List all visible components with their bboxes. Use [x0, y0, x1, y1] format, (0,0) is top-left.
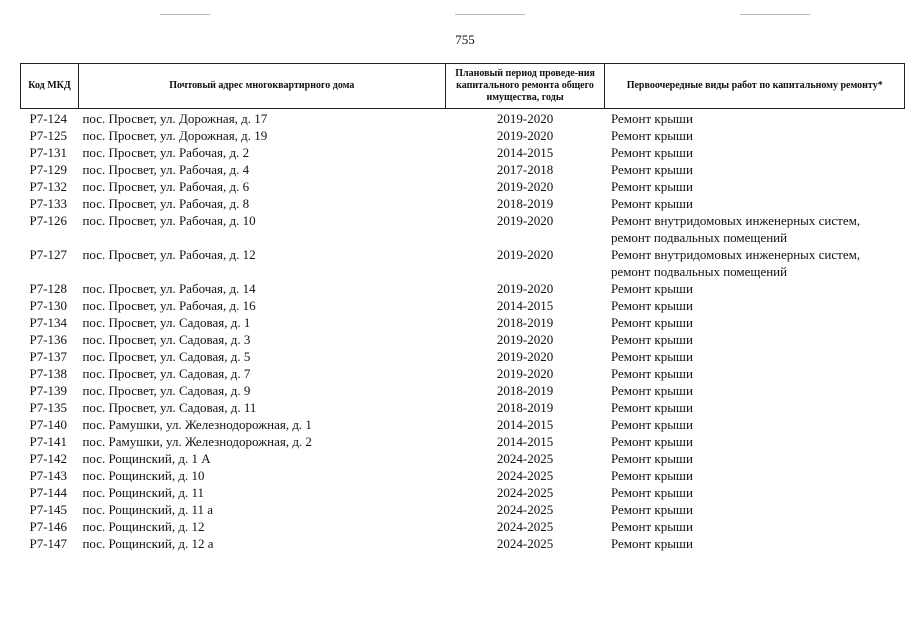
cell-period: 2024-2025 [496, 485, 554, 500]
cell-code: Р7-143 [29, 468, 68, 483]
cell-address: пос. Рощинский, д. 1 А [82, 451, 211, 466]
cell-works: Ремонт крыши [610, 451, 693, 466]
table-row [21, 518, 905, 535]
cell-works: Ремонт крыши [610, 383, 693, 398]
cell-works: Ремонт крыши [610, 417, 693, 432]
cell-works: Ремонт крыши [610, 536, 693, 551]
cell-address: пос. Просвет, ул. Садовая, д. 5 [82, 349, 251, 364]
cell-code: Р7-127 [29, 247, 68, 262]
cell-address: пос. Просвет, ул. Садовая, д. 11 [82, 400, 257, 415]
cell-period: 2019-2020 [496, 111, 554, 126]
cell-works: Ремонт крыши [610, 485, 693, 500]
table-row [21, 280, 905, 297]
table-row [21, 365, 905, 382]
cell-period: 2024-2025 [496, 451, 554, 466]
table-row [21, 314, 905, 331]
cell-period: 2019-2020 [496, 213, 554, 228]
cell-works: Ремонт крыши [610, 519, 693, 534]
cell-works: Ремонт крыши [610, 468, 693, 483]
cell-code: Р7-139 [29, 383, 68, 398]
cell-code: Р7-142 [29, 451, 68, 466]
cell-address: пос. Просвет, ул. Рабочая, д. 16 [82, 298, 256, 313]
cell-code: Р7-141 [29, 434, 68, 449]
table-row [21, 109, 905, 128]
cell-period: 2018-2019 [496, 400, 554, 415]
table-row [21, 535, 905, 552]
table-row [21, 348, 905, 365]
cell-period: 2024-2025 [496, 536, 554, 551]
table-row [21, 212, 905, 246]
cell-period: 2019-2020 [496, 128, 554, 143]
cell-code: Р7-132 [29, 179, 68, 194]
cell-works: Ремонт крыши [610, 298, 693, 313]
cell-code: Р7-145 [29, 502, 68, 517]
table-row [21, 161, 905, 178]
cell-address: пос. Просвет, ул. Дорожная, д. 19 [82, 128, 268, 143]
scan-artifact-line [455, 14, 525, 15]
cell-period: 2019-2020 [496, 349, 554, 364]
header-code: Код МКД [21, 64, 79, 109]
cell-period: 2014-2015 [496, 417, 554, 432]
cell-address: пос. Просвет, ул. Садовая, д. 7 [82, 366, 251, 381]
cell-period: 2019-2020 [496, 332, 554, 347]
table-row [21, 450, 905, 467]
cell-code: Р7-135 [29, 400, 68, 415]
table-row [21, 484, 905, 501]
cell-code: Р7-136 [29, 332, 68, 347]
table-row [21, 399, 905, 416]
cell-period: 2019-2020 [496, 281, 554, 296]
cell-works: Ремонт крыши [610, 434, 693, 449]
cell-address: пос. Просвет, ул. Рабочая, д. 8 [82, 196, 250, 211]
cell-works: Ремонт крыши [610, 128, 693, 143]
scan-artifact-line [740, 14, 810, 15]
page-number: 755 [455, 32, 475, 47]
cell-period: 2024-2025 [496, 468, 554, 483]
cell-period: 2014-2015 [496, 145, 554, 160]
scan-artifact-line [160, 14, 210, 15]
header-period: Плановый период проведе-ния капитального ремонта общего имущества, годы [445, 64, 605, 109]
cell-works: Ремонт внутридомовых инженерных систем, ремонт подвальных помещений [610, 247, 861, 279]
header-works: Первоочередные виды работ по капитальному ремонту* [605, 64, 905, 109]
cell-code: Р7-134 [29, 315, 68, 330]
cell-address: пос. Просвет, ул. Рабочая, д. 12 [82, 247, 256, 262]
cell-code: Р7-146 [29, 519, 68, 534]
repair-schedule-table [20, 63, 905, 552]
cell-works: Ремонт крыши [610, 179, 693, 194]
cell-works: Ремонт крыши [610, 400, 693, 415]
table-row [21, 297, 905, 314]
cell-period: 2018-2019 [496, 315, 554, 330]
cell-code: Р7-125 [29, 128, 68, 143]
table-row [21, 501, 905, 518]
cell-works: Ремонт крыши [610, 349, 693, 364]
cell-works: Ремонт крыши [610, 315, 693, 330]
table-header-row [21, 64, 905, 109]
cell-code: Р7-124 [29, 111, 68, 126]
table-row [21, 178, 905, 195]
cell-code: Р7-133 [29, 196, 68, 211]
cell-address: пос. Просвет, ул. Рабочая, д. 6 [82, 179, 250, 194]
cell-code: Р7-126 [29, 213, 68, 228]
header-address: Почтовый адрес многоквартирного дома [78, 64, 445, 109]
cell-period: 2018-2019 [496, 196, 554, 211]
table-body [21, 109, 905, 553]
cell-works: Ремонт крыши [610, 111, 693, 126]
cell-period: 2017-2018 [496, 162, 554, 177]
table-row [21, 144, 905, 161]
table-row [21, 382, 905, 399]
table-row [21, 195, 905, 212]
table-row [21, 331, 905, 348]
cell-address: пос. Рощинский, д. 10 [82, 468, 205, 483]
cell-period: 2019-2020 [496, 366, 554, 381]
table-row [21, 467, 905, 484]
cell-period: 2024-2025 [496, 519, 554, 534]
cell-address: пос. Просвет, ул. Рабочая, д. 10 [82, 213, 256, 228]
cell-address: пос. Просвет, ул. Садовая, д. 9 [82, 383, 251, 398]
cell-works: Ремонт внутридомовых инженерных систем, ремонт подвальных помещений [610, 213, 861, 245]
cell-code: Р7-140 [29, 417, 68, 432]
cell-code: Р7-138 [29, 366, 68, 381]
table-row [21, 127, 905, 144]
cell-address: пос. Рощинский, д. 12 а [82, 536, 214, 551]
cell-works: Ремонт крыши [610, 196, 693, 211]
cell-period: 2024-2025 [496, 502, 554, 517]
cell-address: пос. Просвет, ул. Дорожная, д. 17 [82, 111, 268, 126]
cell-code: Р7-130 [29, 298, 68, 313]
cell-address: пос. Просвет, ул. Садовая, д. 1 [82, 315, 251, 330]
cell-address: пос. Рамушки, ул. Железнодорожная, д. 2 [82, 434, 312, 449]
cell-works: Ремонт крыши [610, 281, 693, 296]
cell-code: Р7-129 [29, 162, 68, 177]
cell-code: Р7-144 [29, 485, 68, 500]
cell-works: Ремонт крыши [610, 332, 693, 347]
cell-works: Ремонт крыши [610, 502, 693, 517]
cell-works: Ремонт крыши [610, 162, 693, 177]
cell-address: пос. Просвет, ул. Рабочая, д. 4 [82, 162, 250, 177]
table-row [21, 433, 905, 450]
cell-period: 2014-2015 [496, 298, 554, 313]
table-row [21, 246, 905, 280]
cell-address: пос. Просвет, ул. Садовая, д. 3 [82, 332, 251, 347]
cell-address: пос. Рощинский, д. 12 [82, 519, 205, 534]
table-row [21, 416, 905, 433]
cell-period: 2018-2019 [496, 383, 554, 398]
cell-code: Р7-131 [29, 145, 68, 160]
cell-period: 2014-2015 [496, 434, 554, 449]
cell-code: Р7-128 [29, 281, 68, 296]
cell-works: Ремонт крыши [610, 366, 693, 381]
cell-period: 2019-2020 [496, 247, 554, 262]
cell-code: Р7-147 [29, 536, 68, 551]
cell-code: Р7-137 [29, 349, 68, 364]
cell-address: пос. Просвет, ул. Рабочая, д. 2 [82, 145, 250, 160]
cell-address: пос. Рощинский, д. 11 а [82, 502, 214, 517]
cell-address: пос. Просвет, ул. Рабочая, д. 14 [82, 281, 256, 296]
cell-address: пос. Рощинский, д. 11 [82, 485, 204, 500]
cell-works: Ремонт крыши [610, 145, 693, 160]
cell-address: пос. Рамушки, ул. Железнодорожная, д. 1 [82, 417, 312, 432]
cell-period: 2019-2020 [496, 179, 554, 194]
